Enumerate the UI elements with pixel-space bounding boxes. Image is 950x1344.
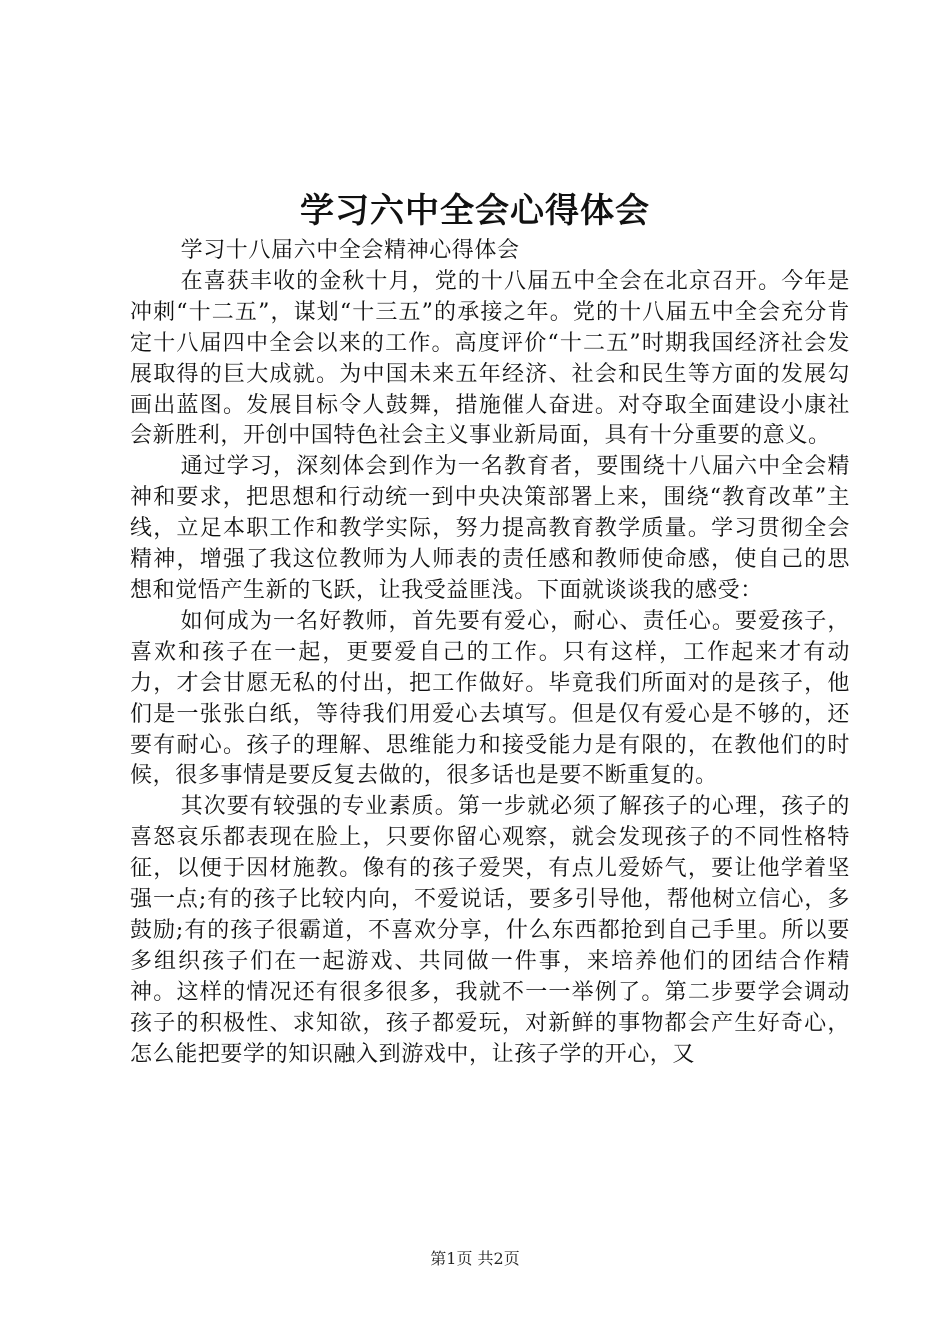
document-body (130, 236, 850, 1070)
paragraph: 其次要有较强的专业素质。第一步就必须了解孩子的心理，孩子的喜怒哀乐都表现在脸上，只要你留心观察，就会发现孩子的不同性格特征，以便于因材施教。像有的孩子爱哭，有点儿爱娇气，要让他学着坚强一点;有的孩子比较内向，不爱说话，要多引导他，帮他树立信心，多鼓励;有的孩子很霸道，不喜欢分享，什么东西都抢到自己手里。所以要多组织孩子们在一起游戏、共同做一件事，来培养他们的团结合作精神。这样的情况还有很多很多，我就不一一举例了。第二步要学会调动孩子的积极性、求知欲，孩子都爱玩，对新鲜的事物都会产生好奇心，怎么能把要学的知识融入到游戏中，让孩子学的开心，又 (130, 794, 850, 1067)
paragraph: 如何成为一名好教师，首先要有爱心，耐心、责任心。要爱孩子，喜欢和孩子在一起，更要爱自己的工作。只有这样，工作起来才有动力，才会甘愿无私的付出，把工作做好。毕竟我们所面对的是孩子，他们是一张张白纸，等待我们用爱心去填写。但是仅有爱心是不够的，还要有耐心。孩子的理解、思维能力和接受能力是有限的，在教他们的时候，很多事情是要反复去做的，很多话也是要不断重复的。 (130, 608, 850, 789)
document-title: 学习六中全会心得体会 (300, 191, 650, 231)
document-subtitle: 学习十八届六中全会精神心得体会 (180, 238, 520, 263)
paragraph: 在喜获丰收的金秋十月，党的十八届五中全会在北京召开。今年是冲刺“十二五”，谋划“十三五”的承接之年。党的十八届五中全会充分肯定十八届四中全会以来的工作。高度评价“十二五”时期我国经济社会发展取得的巨大成就。为中国未来五年经济、社会和民生等方面的发展勾画出蓝图。发展目标令人鼓舞，措施催人奋进。对夺取全面建设小康社会新胜利，开创中国特色社会主义事业新局面，具有十分重要的意义。 (130, 268, 850, 449)
paragraph: 通过学习，深刻体会到作为一名教育者，要围绕十八届六中全会精神和要求，把思想和行动统一到中央决策部署上来，围绕“教育改革”主线，立足本职工作和教学实际，努力提高教育教学质量。学习贯彻全会精神，增强了我这位教师为人师表的责任感和教师使命感，使自己的思想和觉悟产生新的飞跃，让我受益匪浅。下面就谈谈我的感受： (130, 454, 850, 603)
page-footer: 第1页 共2页 (430, 1249, 520, 1268)
